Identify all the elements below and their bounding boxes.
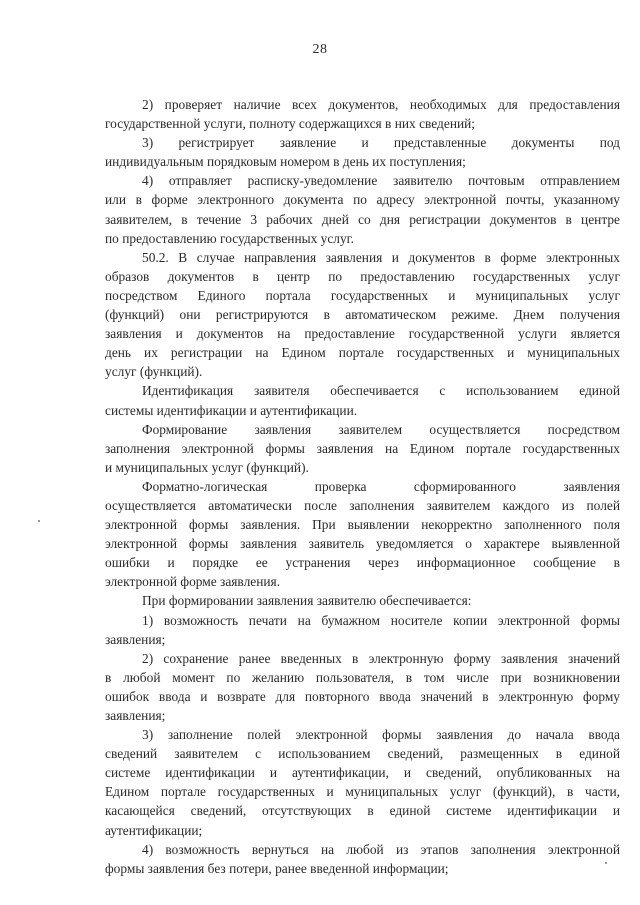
text-line: касающейся сведений, отсутствующих в единой системе идентификации и [105,803,620,819]
paragraph [105,95,620,133]
text-line: заявления; [105,631,166,647]
paragraph [105,420,620,477]
text-line: услуг (функций). [105,364,203,380]
paragraph [105,477,620,592]
text-line: 3) заполнение полей электронной формы заявления до начала ввода [142,727,620,743]
text-line: электронной формы заявления заявитель уведомляется о характере выявленной [105,536,620,552]
paragraph [105,840,620,878]
paragraph [105,725,620,840]
text-line: в любой момент по желанию пользователя, в том числе при возникновении [105,669,620,685]
text-line: 50.2. В случае направления заявления и документов в форме электронных [142,249,620,265]
paragraph [105,171,620,247]
text-line: 3) регистрирует заявление и представленные документы под [142,135,620,151]
paragraph [105,649,620,725]
page-number: 28 [312,42,328,57]
text-line: электронной формы заявления. При выявлении некорректно заполненного поля [105,517,620,533]
scan-speck [605,862,607,864]
text-line: ошибок ввода и возврате для повторного ввода значений в электронную форму [105,688,620,704]
text-line: При формировании заявления заявителю обеспечивается: [142,593,472,609]
paragraph [105,133,620,171]
text-line: заявления; [105,708,166,723]
text-line: день их регистрации на Едином портале государственных и муниципальных [105,345,620,361]
scan-speck [38,520,40,522]
text-line: Формирование заявления заявителем осуществляется посредством [142,421,620,437]
text-line: электронной форме заявления. [105,574,281,590]
text-line: системы идентификации и аутентификации. [105,402,358,418]
text-line: Идентификация заявителя обеспечивается с использованием единой [142,383,620,399]
text-line: образов документов в центр по предоставлению государственных услуг [105,268,620,284]
text-line: или в форме электронного документа по адресу электронной почты, указанному [105,192,620,208]
paragraph [105,611,620,649]
text-line: заявителем, в течение 3 рабочих дней со дня регистрации документов в центре [105,211,620,227]
text-line: системе идентификации и аутентификации, и сведений, опубликованных на [105,765,620,781]
paragraph [105,381,620,419]
text-line: 1) возможность печати на бумажном носителе копии электронной формы [142,612,620,628]
text-line: аутентификации; [105,822,203,838]
document-body [105,95,620,878]
text-line: сведений заявителем с использованием сведений, размещенных в единой [105,746,620,762]
text-line: Едином портале государственных и муниципальных услуг (функций), в части, [105,784,620,800]
text-line: индивидуальным порядковым номером в день их поступления; [105,154,466,170]
text-line: посредством Единого портала государственных и муниципальных услуг [105,287,620,303]
text-line: 2) сохранение ранее введенных в электронную форму заявления значений [142,650,620,666]
text-line: заполнения электронной формы заявления на Едином портале государственных [105,440,620,456]
text-line: 4) отправляет расписку-уведомление заявителю почтовым отправлением [142,173,620,189]
text-line: 2) проверяет наличие всех документов, необходимых для предоставления [142,97,620,112]
text-line: заявления и документов на предоставление государственной услуги является [105,326,620,342]
text-line: ошибки и порядке ее устранения через информационное сообщение в [105,555,620,571]
text-line: формы заявления без потери, ранее введенной информации; [105,860,449,876]
text-line: осуществляется автоматически после заполнения заявителем каждого из полей [105,497,620,513]
text-line: и муниципальных услуг (функций). [105,459,309,475]
text-line: государственной услуги, полноту содержащихся в них сведений; [105,116,476,132]
text-line: Форматно-логическая проверка сформированного заявления [142,478,620,494]
paragraph [105,591,620,610]
text-line: (функций) они регистрируются в автоматическом режиме. Днем получения [105,307,620,323]
text-line: по предоставлению государственных услуг. [105,230,354,246]
paragraph [105,248,620,382]
text-line: 4) возможность вернуться на любой из этапов заполнения электронной [142,841,620,857]
